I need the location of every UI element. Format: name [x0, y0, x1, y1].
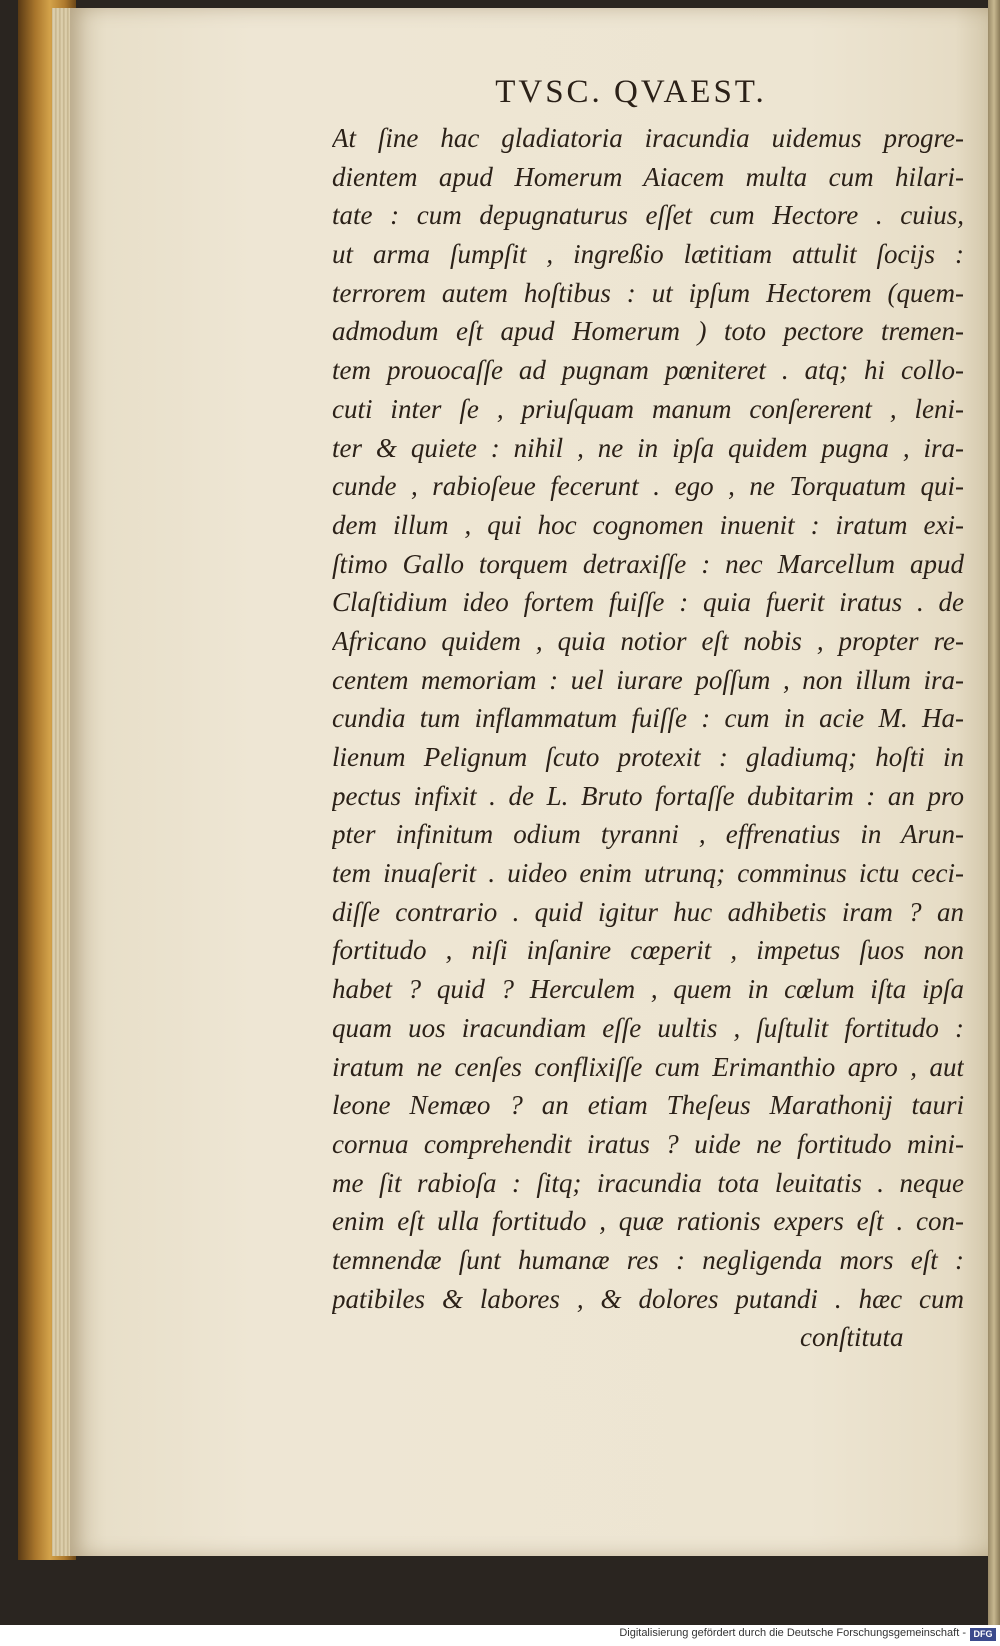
catchword: conſtituta: [800, 1322, 904, 1352]
text-line: lienum Pelignum ſcuto protexit : gladiumq; hoſti in: [332, 742, 964, 772]
text-line: fortitudo , niſi inſanire cœperit , impetus ſuos non: [332, 935, 964, 966]
text-line: enim eſt ulla fortitudo , quæ rationis expers eſt . con-: [332, 1206, 964, 1237]
digitization-credit: Digitalisierung gefördert durch die Deutsche Forschungsgemeinschaft -: [619, 1627, 966, 1639]
text-line: patibiles & labores , & dolores putandi . hæc cum: [332, 1283, 964, 1314]
text-line: centem memoriam : uel iurare poſſum , non illum ira-: [332, 664, 964, 695]
text-line: quam uos iracundiam eſſe uultis , ſuſtulit fortitudo :: [332, 1012, 964, 1043]
text-line: admodum eſt apud Homerum ) toto pectore tremen-: [332, 316, 964, 347]
text-line: tate : cum depugnaturus eſſet cum Hectore . cuius,: [332, 200, 964, 231]
dfg-logo: DFG: [970, 1628, 996, 1641]
text-line: tem prouocaſſe ad pugnam pœniteret . atq; hi collo-: [332, 355, 964, 386]
text-line: Africano quidem , quia notior eſt nobis , propter re-: [332, 625, 964, 656]
text-line: cornua comprehendit iratus ? uide ne fortitudo mini-: [332, 1128, 964, 1159]
text-line: dientem apud Homerum Aiacem multa cum hilari-: [332, 161, 964, 192]
text-line: pter infinitum odium tyranni , effrenatius in Arun-: [332, 819, 964, 850]
text-line: At ſine hac gladiatoria iracundia uidemus progre-: [332, 123, 964, 153]
text-line: ter & quiete : nihil , ne in ipſa quidem pugna , ira-: [332, 432, 964, 463]
text-line: dem illum , qui hoc cognomen inuenit : iratum exi-: [332, 509, 964, 540]
text-line: pectus infixit . de L. Bruto fortaſſe dubitarim : an pro: [332, 780, 964, 811]
text-line: temnendæ ſunt humanæ res : negligenda mors eſt :: [332, 1244, 964, 1275]
page-right-edge: [988, 0, 1000, 1625]
footer-bar: [0, 1625, 1000, 1646]
running-header: TVSC. QVAEST.: [495, 74, 767, 110]
text-line: cuti inter ſe , priuſquam manum conſererent , leni-: [332, 393, 964, 424]
text-line: cundia tum inflammatum fuiſſe : cum in acie M. Ha-: [332, 703, 964, 734]
text-line: me ſit rabioſa : ſitq; iracundia tota leuitatis . neque: [332, 1167, 964, 1198]
text-line: habet ? quid ? Herculem , quem in cœlum iſta ipſa: [332, 974, 964, 1005]
text-line: diſſe contrario . quid igitur huc adhibetis iram ? an: [332, 896, 964, 927]
text-line: iratum ne cenſes conflixiſſe cum Erimanthio apro , aut: [332, 1051, 964, 1082]
text-line: leone Nemæo ? an etiam Theſeus Marathonij tauri: [332, 1090, 964, 1121]
text-line: ut arma ſumpſit , ingreßio lætitiam attulit ſocijs :: [332, 239, 964, 270]
text-line: tem inuaſerit . uideo enim utrunq; comminus ictu ceci-: [332, 858, 964, 889]
text-line: terrorem autem hoſtibus : ut ipſum Hectorem (quem-: [332, 277, 964, 308]
text-line: Claſtidium ideo fortem fuiſſe : quia fuerit iratus . de: [332, 587, 964, 618]
body-text: [332, 119, 964, 1318]
text-line: ſtimo Gallo torquem detraxiſſe : nec Marcellum apud: [332, 548, 964, 579]
text-line: cunde , rabioſeue fecerunt . ego , ne Torquatum qui-: [332, 471, 964, 502]
